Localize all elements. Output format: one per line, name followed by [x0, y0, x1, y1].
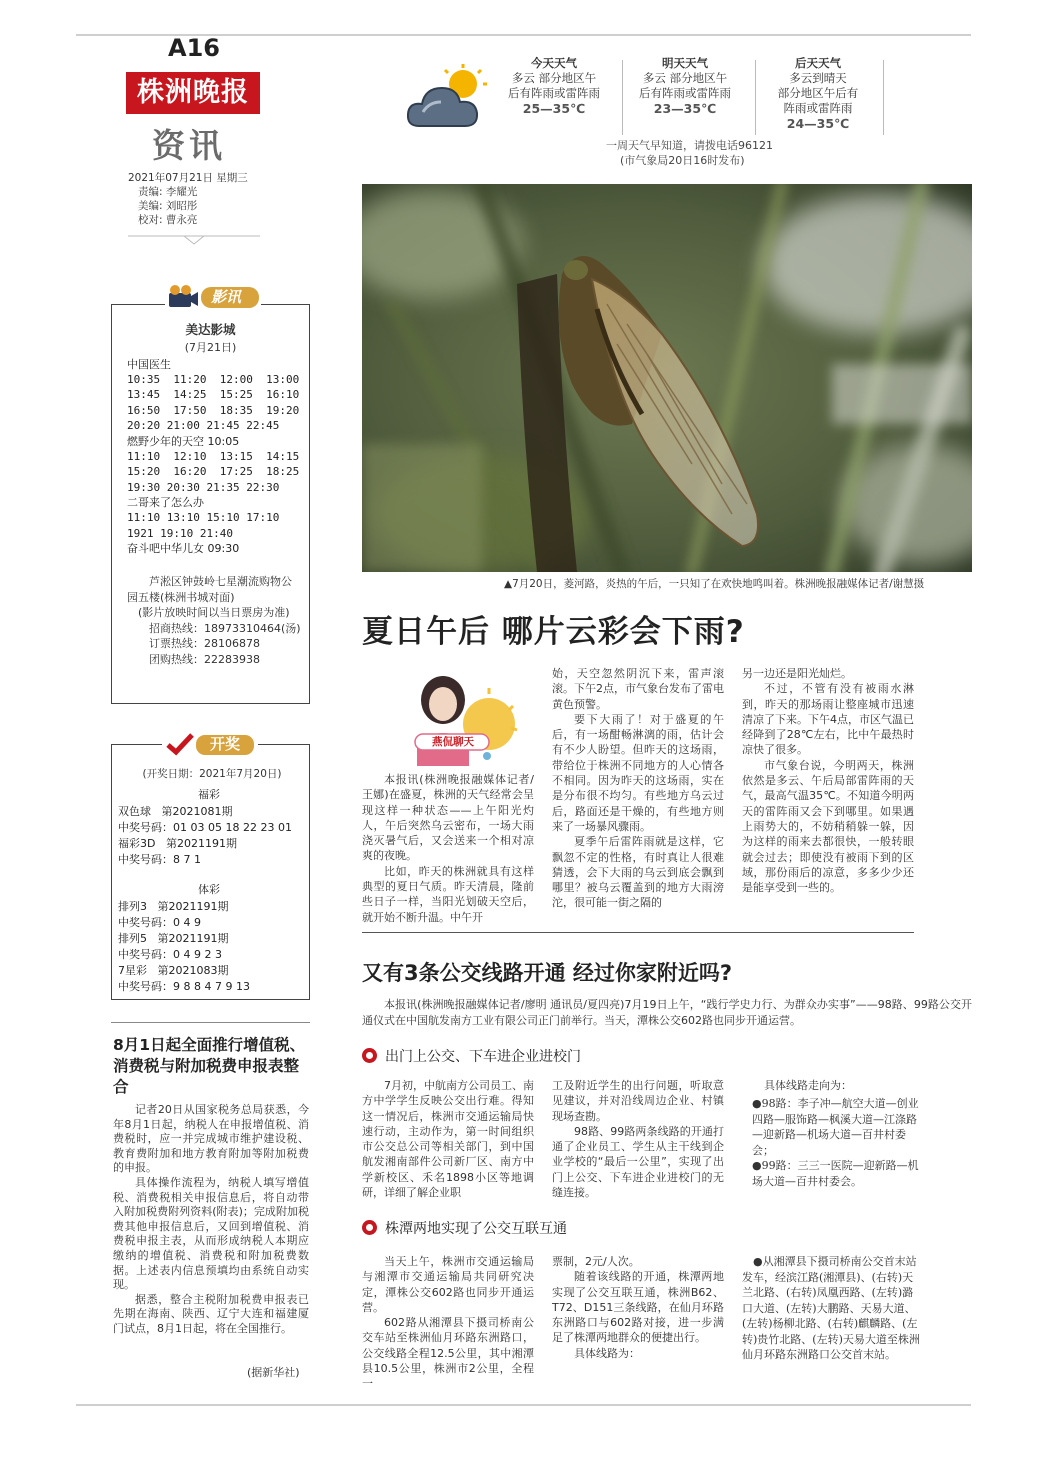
bus-sub1-col-1 [362, 1078, 534, 1200]
schedule-line: 中国医生 [127, 358, 171, 371]
schedule-line: 奋斗吧中华儿女 09:30 [127, 542, 240, 555]
article-paragraph: 比如，昨天的株洲就具有这样典型的夏日气质。昨天清晨，隆前些日子一样，当阳光划破天空后，就开始不断升温。中午开 [362, 864, 534, 924]
weather-today: 今天天气 多云 部分地区午 后有阵雨或雷阵雨 25—35℃ [508, 56, 600, 116]
article-paragraph: 98路、99路两条线路的开通打通了企业员工、学生从主干线到企业学校的“最后一公里”，实现了出门上公交、下车进企业进校门的无缝连接。 [552, 1124, 724, 1200]
bus-article-headline: 又有3条公交线路开通 经过你家附近吗? [362, 961, 733, 985]
schedule-line: 二哥来了怎么办 [127, 496, 204, 509]
lottery-line: 福彩3D 第2021191期 [118, 837, 237, 850]
bus-article-lead: 本报讯(株洲晚报融媒体记者/廖明 通讯员/夏四亮)7月19日上午，“践行学史力行、为群众办实事”——98路、99路公交开通仪式在中国航发南方工业有限公司正门前举行。当天，潭株公交602路也同步开通运营。 [362, 998, 972, 1027]
weather-divider [755, 60, 756, 135]
article-paragraph: 随着该线路的开通，株潭两地实现了公交互联互通，株洲B62、T72、D151三条线路，在仙月环路东洲路口与602路对接，进一步满足了株潭两地群众的便捷出行。 [552, 1270, 724, 1345]
group-hotline: 团购热线：22283938 [149, 652, 260, 666]
masthead-divider [128, 232, 260, 246]
article-paragraph: 要下大雨了！对于盛夏的午后，有一场酣畅淋漓的雨，估计会有不少人盼望。但昨天的这场雨，带给位于株洲不同地方的人心情各不相同。因为昨天的这场雨，实在是分布很不均匀。有些地方乌云过后，路面还是干燥的，有些地方则来了一场暴风骤雨。 [552, 712, 724, 833]
weather-article-headline: 夏日午后 哪片云彩会下雨? [362, 614, 745, 650]
columnist-label: 燕侃聊天 [432, 736, 474, 748]
schedule-line: 20:20 21:00 21:45 22:45 [127, 419, 280, 432]
article-paragraph: 市气象台说，今明两天，株洲依然是多云、午后局部雷阵雨的天气，最高气温35℃。不知道今明两天的雷阵雨又会下到哪里。如果遇上雨势大的，不妨稍稍躲一躲，因为这样的雨来去都很快，一般转眼就会过去；即使没有被雨下到的区域，那份雨后的凉意，多多少少还是能享受到一些的。 [742, 758, 914, 895]
schedule-line: 16:50 17:50 18:35 19:20 [127, 404, 300, 417]
article-paragraph: 票制，2元/人次。 [552, 1255, 640, 1268]
lottery-line: 中奖号码：0 4 9 2 3 [118, 948, 222, 961]
schedule-line: 11:10 13:10 15:10 17:10 [127, 511, 280, 524]
article-paragraph: 夏季午后雷阵雨就是这样，它飘忽不定的性格，有时真让人很难猜透，会下大雨的乌云到底会飘到哪里？被乌云覆盖到的地方大雨滂沱，很可能一街之隔的 [552, 835, 724, 910]
weather-day-after: 后天天气 多云到晴天 部分地区午后有 阵雨或雷阵雨 24—35℃ [777, 56, 859, 131]
schedule-line: 13:45 14:25 15:25 16:10 [127, 388, 300, 401]
cloud-sun-icon [405, 64, 491, 134]
designer: 美编: 刘昭彤 [138, 200, 198, 212]
bus-sub2-col-2 [552, 1254, 724, 1361]
lottery-line: 中奖号码：9 8 8 4 7 9 13 [118, 980, 250, 993]
bus-sub1-col-2 [552, 1078, 724, 1200]
bus-subhead-1: 出门上公交、下车进企业进校门 [362, 1046, 581, 1068]
page-number: A16 [168, 34, 220, 62]
lottery-line: 中奖号码：01 03 05 18 22 23 01 [118, 821, 292, 834]
bus-subhead-2: 株潭两地实现了公交互联互通 [362, 1218, 567, 1240]
tax-paragraph: 具体操作流程为，纳税人填写增值税、消费税相关申报信息后，将自动带入附加税费附列资料(附表)；完成附加税费其他申报信息后，又回到增值税、消费税申报主表，从而形成纳税人本期应缴纳的增值税、消费税和附加税费数据。上述表内信息预填均由系统自动实现。 [113, 1175, 309, 1292]
lottery-badge-label: 开奖 [209, 735, 240, 753]
bus-sub2-col-1 [362, 1254, 534, 1392]
article-divider [362, 932, 914, 933]
cinema-date: (7月21日) [184, 341, 237, 354]
cinema-address: 芦淞区钟鼓岭七星潮流购物公园五楼(株洲书城对面) [127, 575, 292, 604]
route-title: 具体线路走向为： [764, 1079, 852, 1092]
schedule-line: 19:30 20:30 21:35 22:30 [127, 481, 280, 494]
cinema-badge-label: 影讯 [210, 288, 241, 306]
lottery-line: 双色球 第2021081期 [118, 805, 233, 818]
schedule-line: 燃野少年的天空 10:05 [127, 435, 240, 448]
article-paragraph: 具体线路为： [574, 1346, 640, 1360]
article-paragraph: 始，天空忽然阴沉下来，雷声滚滚。下午2点，市气象台发布了雷电黄色预警。 [552, 667, 724, 711]
weather-hotline: 一周天气早知道，请拨电话96121 (市气象局20日16时发布) [606, 139, 773, 167]
weather-col-3 [742, 666, 914, 895]
schedule-line: 1921 19:10 21:40 [127, 527, 233, 540]
article-paragraph: 另一边还是阳光灿烂。 [742, 667, 852, 680]
bus-sub1-col-3 [742, 1078, 922, 1093]
lottery-line: 排列5 第2021191期 [118, 932, 229, 945]
tax-rule [111, 1022, 310, 1023]
photo-caption: ▲7月20日，菱河路，炎热的午后，一只知了在欢快地鸣叫着。株洲晚报融媒体记者/谢慧摄 [504, 578, 925, 590]
tax-source: (据新华社) [247, 1366, 300, 1379]
lottery-line: 中奖号码：0 4 9 [118, 916, 201, 929]
lottery-line: 排列3 第2021191期 [118, 900, 229, 913]
brand-logo: 株洲晚报 [126, 72, 260, 114]
cicada-photo [362, 184, 972, 572]
tax-paragraph: 记者20日从国家税务总局获悉，今年8月1日起，纳税人在申报增值税、消费税时，应一并完成城市维护建设税、教育费附加和地方教育附加等附加税费的申报。 [113, 1103, 309, 1175]
columnist-avatar [405, 666, 520, 766]
bottom-rule [76, 1404, 971, 1406]
cinema-info [127, 574, 302, 667]
ticket-hotline: 订票热线：28106878 [149, 637, 260, 650]
cicada-photo-art [362, 184, 972, 572]
bullet-icon [362, 1048, 377, 1063]
tax-headline: 8月1日起全面推行增值税、消费税与附加税费申报表整合 [113, 1036, 306, 1096]
bullet-icon [362, 1220, 377, 1235]
route-98: ●98路：李子冲—航空大道—创业四路—服饰路—枫溪大道—江涤路—迎新路—机场大道—百井村委会； [752, 1097, 919, 1157]
issue-date: 2021年07月21日 星期三 [128, 172, 248, 184]
article-paragraph: 工及附近学生的出行问题，听取意见建议，并对沿线周边企业、村镇现场查勘。 [552, 1079, 724, 1123]
route-602: ●从湘潭县下摄司桥南公交首末站发车，经滨江路(湘潭县)、(右转)天兰北路、(右转)凤凰西路、(左转)潞口大道、(左转)大鹏路、天易大道、(左转)杨柳北路、(右转)麒麟路、(左转)贵竹北路、(左转)天易大道至株洲仙月环路东洲路口公交首末站。 [742, 1255, 920, 1361]
weather-col-1 [362, 772, 534, 925]
masthead-meta [128, 171, 248, 227]
editor: 责编: 李耀光 [138, 186, 198, 198]
lottery-line: 体彩 [198, 883, 220, 896]
invest-hotline: 招商热线：18973310464(汤) [149, 621, 301, 635]
tax-body [113, 1103, 309, 1337]
proofreader: 校对: 曹永亮 [138, 214, 198, 226]
lottery-date: (开奖日期：2021年7月20日) [142, 768, 282, 780]
schedule-line: 10:35 11:20 12:00 13:00 [127, 373, 300, 386]
weather-divider [622, 60, 623, 135]
article-paragraph: 本报讯(株洲晚报融媒体记者/王娜)在盛夏，株洲的天气经常会呈现这样一种状态——上午阳光灼人，午后突然乌云密布，一场大雨浇灭暑气后，又会送来一个相对凉爽的夜晚。 [362, 773, 534, 863]
route-list-1 [752, 1096, 922, 1189]
route-list-2 [742, 1254, 920, 1363]
lottery-line: 福彩 [198, 788, 220, 801]
article-paragraph: 不过，不管有没有被雨水淋到，昨天的那场雨让整座城市迅速清凉了下来。下午4点，市区气温已经降到了28℃左右，比中午最热时凉快了很多。 [742, 682, 914, 757]
weather-col-2 [552, 666, 724, 911]
article-paragraph: 602路从湘潭县下摄司桥南公交车站至株洲仙月环路东洲路口，公交线路全程12.5公里，其中湘潭县10.5公里，株洲市2公里，全程一 [362, 1316, 534, 1391]
article-paragraph: 7月初，中航南方公司员工、南方中学学生反映公交出行难。得知这一情况后，株洲市交通运输局快速行动，主动作为，第一时间组织市公交总公司等相关部门，到中国航发湘南部件公司新厂区、南方中学新校区、禾名1898小区等地调研，详细了解企业职 [362, 1079, 534, 1200]
cinema-notice: (影片放映时间以当日票房为准) [138, 606, 290, 619]
section-title: 资讯 [152, 126, 226, 165]
schedule-line: 15:20 16:20 17:25 18:25 [127, 465, 300, 478]
lottery-line: 中奖号码：8 7 1 [118, 853, 201, 866]
schedule-line: 11:10 12:10 13:15 14:15 [127, 450, 300, 463]
weather-divider [883, 60, 884, 135]
weather-tomorrow: 明天天气 多云 部分地区午 后有阵雨或雷阵雨 23—35℃ [639, 56, 731, 116]
tax-paragraph: 据悉，整合主税附加税费申报表已先期在海南、陕西、辽宁大连和福建厦门试点，8月1日起，将在全国推行。 [113, 1292, 309, 1335]
lottery-line: 7星彩 第2021083期 [118, 964, 229, 977]
cinema-name: 美达影城 [185, 322, 236, 337]
route-99: ●99路：三三一医院—迎新路—机场大道—百井村委会。 [752, 1159, 919, 1188]
article-paragraph: 当天上午，株洲市交通运输局与湘潭市交通运输局共同研究决定，潭株公交602路也同步开通运营。 [362, 1255, 534, 1314]
